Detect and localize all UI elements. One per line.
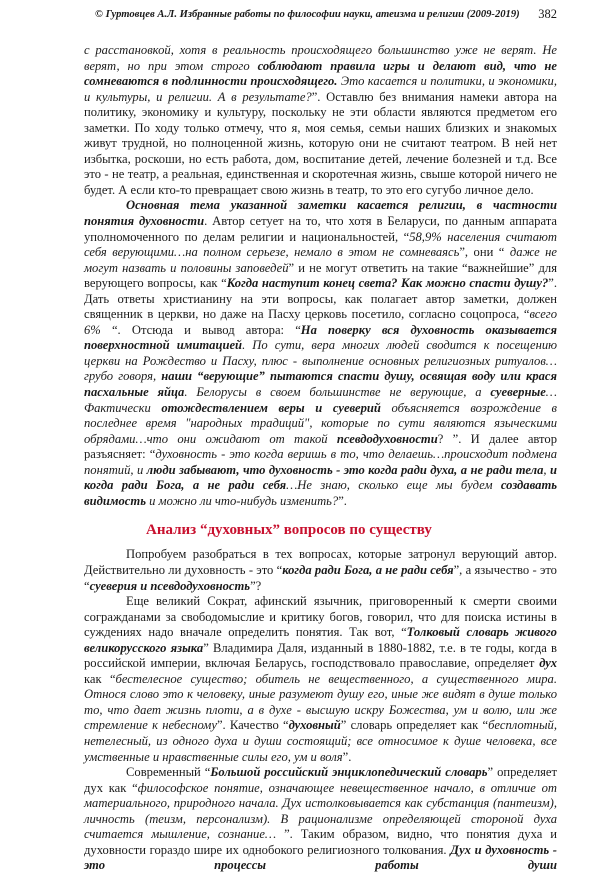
quote-text: объясняется возрождение в последнее время "народных традиций", которые по сути являются языческими обрядами…что они ожидают от такой	[84, 400, 557, 446]
body-text: ”, а язычество - это “	[84, 562, 557, 593]
emphasis-text: Толковый словарь живого великорусского языка	[84, 625, 557, 655]
quote-text: всего 6%	[84, 307, 557, 337]
paragraph-encyclopedia	[84, 765, 557, 874]
quote-text: …Фактически	[84, 385, 557, 415]
quote-text: . Белорусы в своем большинстве не верующие, а	[184, 385, 491, 400]
emphasis-text: Основная тема указанной заметки касается религии, в частности понятия духовности	[84, 198, 557, 229]
quote-text: даже не могут назвать и половины заповедей	[84, 245, 557, 275]
quote-text: . По сути, вера многих людей сводится к посещению церкви на Рождество и Пасху, плюс - выполнение основных религиозных ритуалов…грубо говоря,	[84, 338, 557, 384]
body-text: Попробуем разобраться в тех вопросах, которые затронул верующий автор. Действительно ли духовность - это “	[84, 547, 557, 577]
quote-text: Это касается и политики, и экономики, и культуры, и религии. А в результате?	[84, 74, 557, 104]
quote-text: ,	[543, 462, 550, 477]
emphasis-text: и когда ради Бога, а не ради себя	[84, 462, 557, 493]
running-title: © Гуртовцев А.Л. Избранные работы по философии науки, атеизма и религии (2009-2019)	[95, 9, 520, 20]
body-text: ”.	[342, 749, 352, 764]
paragraph-continued	[84, 43, 557, 198]
emphasis-text: Дух и духовность - это процессы работы души	[84, 842, 558, 873]
quote-text: с расстановкой, хотя в реальность происходящего большинство уже не верят. Не верят, но при этом строго	[84, 43, 557, 73]
body-text: ”?	[250, 578, 262, 593]
body-text: Современный “	[126, 765, 211, 780]
emphasis-text: наши “верующие” пытаются спасти душу, освящая воду или крася пасхальные яйца	[84, 369, 557, 400]
body-text: ”. Дать ответы христианину на эти вопросы, как полагает автор заметки, должен священник в церкви, но даже на Пасху церковь посетило, согласно соцопроса, “	[84, 276, 557, 322]
emphasis-text: суеверия и псевдодуховность	[89, 578, 251, 593]
quote-text: бесплотный, нетелесный, из одного духа и души состоящий; все относимое к душе человека, все умственные и нравственные силы его, ум и воля	[84, 718, 557, 764]
emphasis-text: суеверные	[490, 385, 546, 400]
emphasis-text: отождествлением веры и суеверий	[161, 400, 381, 415]
body-text: ” Владимира Даля, изданный в 1880-1882, т.е. в те годы, когда в российской империи, включая Беларусь, господствовало православие, определяет	[84, 640, 557, 671]
emphasis-text: когда ради Бога, а не ради себя	[282, 562, 454, 577]
emphasis-text: создавать видимость	[84, 478, 557, 508]
emphasis-text: люди забывают, что духовность - это когда ради духа, а не ради тела	[146, 462, 544, 477]
body-text: ”. Таким образом, видно, что понятия духа и духовности гораздо шире их однобокого религиозного толкования.	[84, 827, 558, 857]
emphasis-text: духовный	[288, 718, 341, 733]
quote-text: бестелесное существо; обитель не вещественного, а существенного мира. Относя слово это к человеку, иные разумеют душу его, иные же видят в душе только то, что дает жизнь плоти, а в духе - высшую искру Божества, ум и волю, или же стремление к небесному	[84, 671, 557, 733]
body-text: ? ”. И далее автор разъясняет: “	[84, 431, 557, 462]
document-body	[84, 43, 557, 874]
paragraph-main-theme	[84, 198, 557, 509]
emphasis-text: Большой российский энциклопедический словарь	[210, 765, 488, 780]
body-text: . Автор сетует на то, что хотя в Беларуси, по данным аппарата уполномоченного по делам религии и национальностей, “	[84, 214, 557, 244]
body-text: “. Отсюда и вывод автора: “	[100, 322, 301, 337]
body-text: ”.	[338, 493, 347, 508]
body-text: ” словарь определяет как “	[340, 718, 489, 733]
paragraph-dahl-dictionary	[84, 594, 557, 765]
paragraph-question	[84, 547, 557, 594]
emphasis-text: дух	[539, 656, 557, 671]
body-text: ”. Оставлю без внимания намеки автора на политику, экономику и культуру, поскольку не эти области являются предметом его заметки. По ходу только отмечу, что я, моя семья, семьи наших близких и знакомых живут трудной, но полноценной жизнь, которую они не считают театром. В ней нет избытка, роскоши, но есть работа, дом, воспитание детей, лечение болезней и т.д. Все это - не театр, а реальная, единственная и скоротечная жизнь, свыше которой ничего не будет. А если кто-то превращает свою жизнь в театр, то это его сугубо личное дело.	[84, 89, 557, 197]
emphasis-text: На поверку вся духовность оказывается поверхностной имитацией	[84, 322, 557, 353]
body-text: ” определяет дух как “	[84, 765, 558, 795]
quote-text: …Не знаю, сколько еще мы будем	[286, 478, 501, 493]
page-number: 382	[538, 7, 557, 21]
body-text: ”. Качество “	[216, 718, 289, 733]
page-header	[84, 6, 557, 22]
body-text: как “	[84, 671, 116, 686]
body-text: ”, они “	[459, 245, 510, 260]
body-text: Еще великий Сократ, афинский язычник, приговоренный к смерти своими согражданами за свободомыслие и критику богов, говорил, что для поиска истины в суждениях надо вначале определить понятия. Так вот, “	[84, 594, 557, 640]
quote-text: 58,9% населения считают себя верующими…на полном серьезе, немало в этом не сомневаясь	[84, 229, 557, 260]
section-heading: Анализ “духовных” вопросов по существу	[146, 522, 432, 539]
body-text: ” и не могут ответить на такие “важнейшие” для верующего вопросы, как “	[84, 260, 557, 291]
quote-text: и можно ли что-нибудь изменить?	[145, 493, 339, 508]
emphasis-text: Когда наступит конец света? Как можно спасти душу?	[226, 276, 549, 291]
quote-text: духовность - это когда веришь в то, что делаешь…происходит подмена понятий, и	[84, 447, 557, 477]
emphasis-text: псевдодуховности	[336, 431, 438, 446]
quote-text: философское понятие, означающее невещественное начало, в отличие от материального, природного начала. Дух истолковывается как субстанция (пантеизм), личность (теизм, персонализм). В рационализме определяющей стороной духа считается мышление, сознание…	[84, 780, 557, 842]
emphasis-text: соблюдают правила игры и делают вид, что не сомневаются в подлинности происходящего.	[84, 58, 557, 89]
